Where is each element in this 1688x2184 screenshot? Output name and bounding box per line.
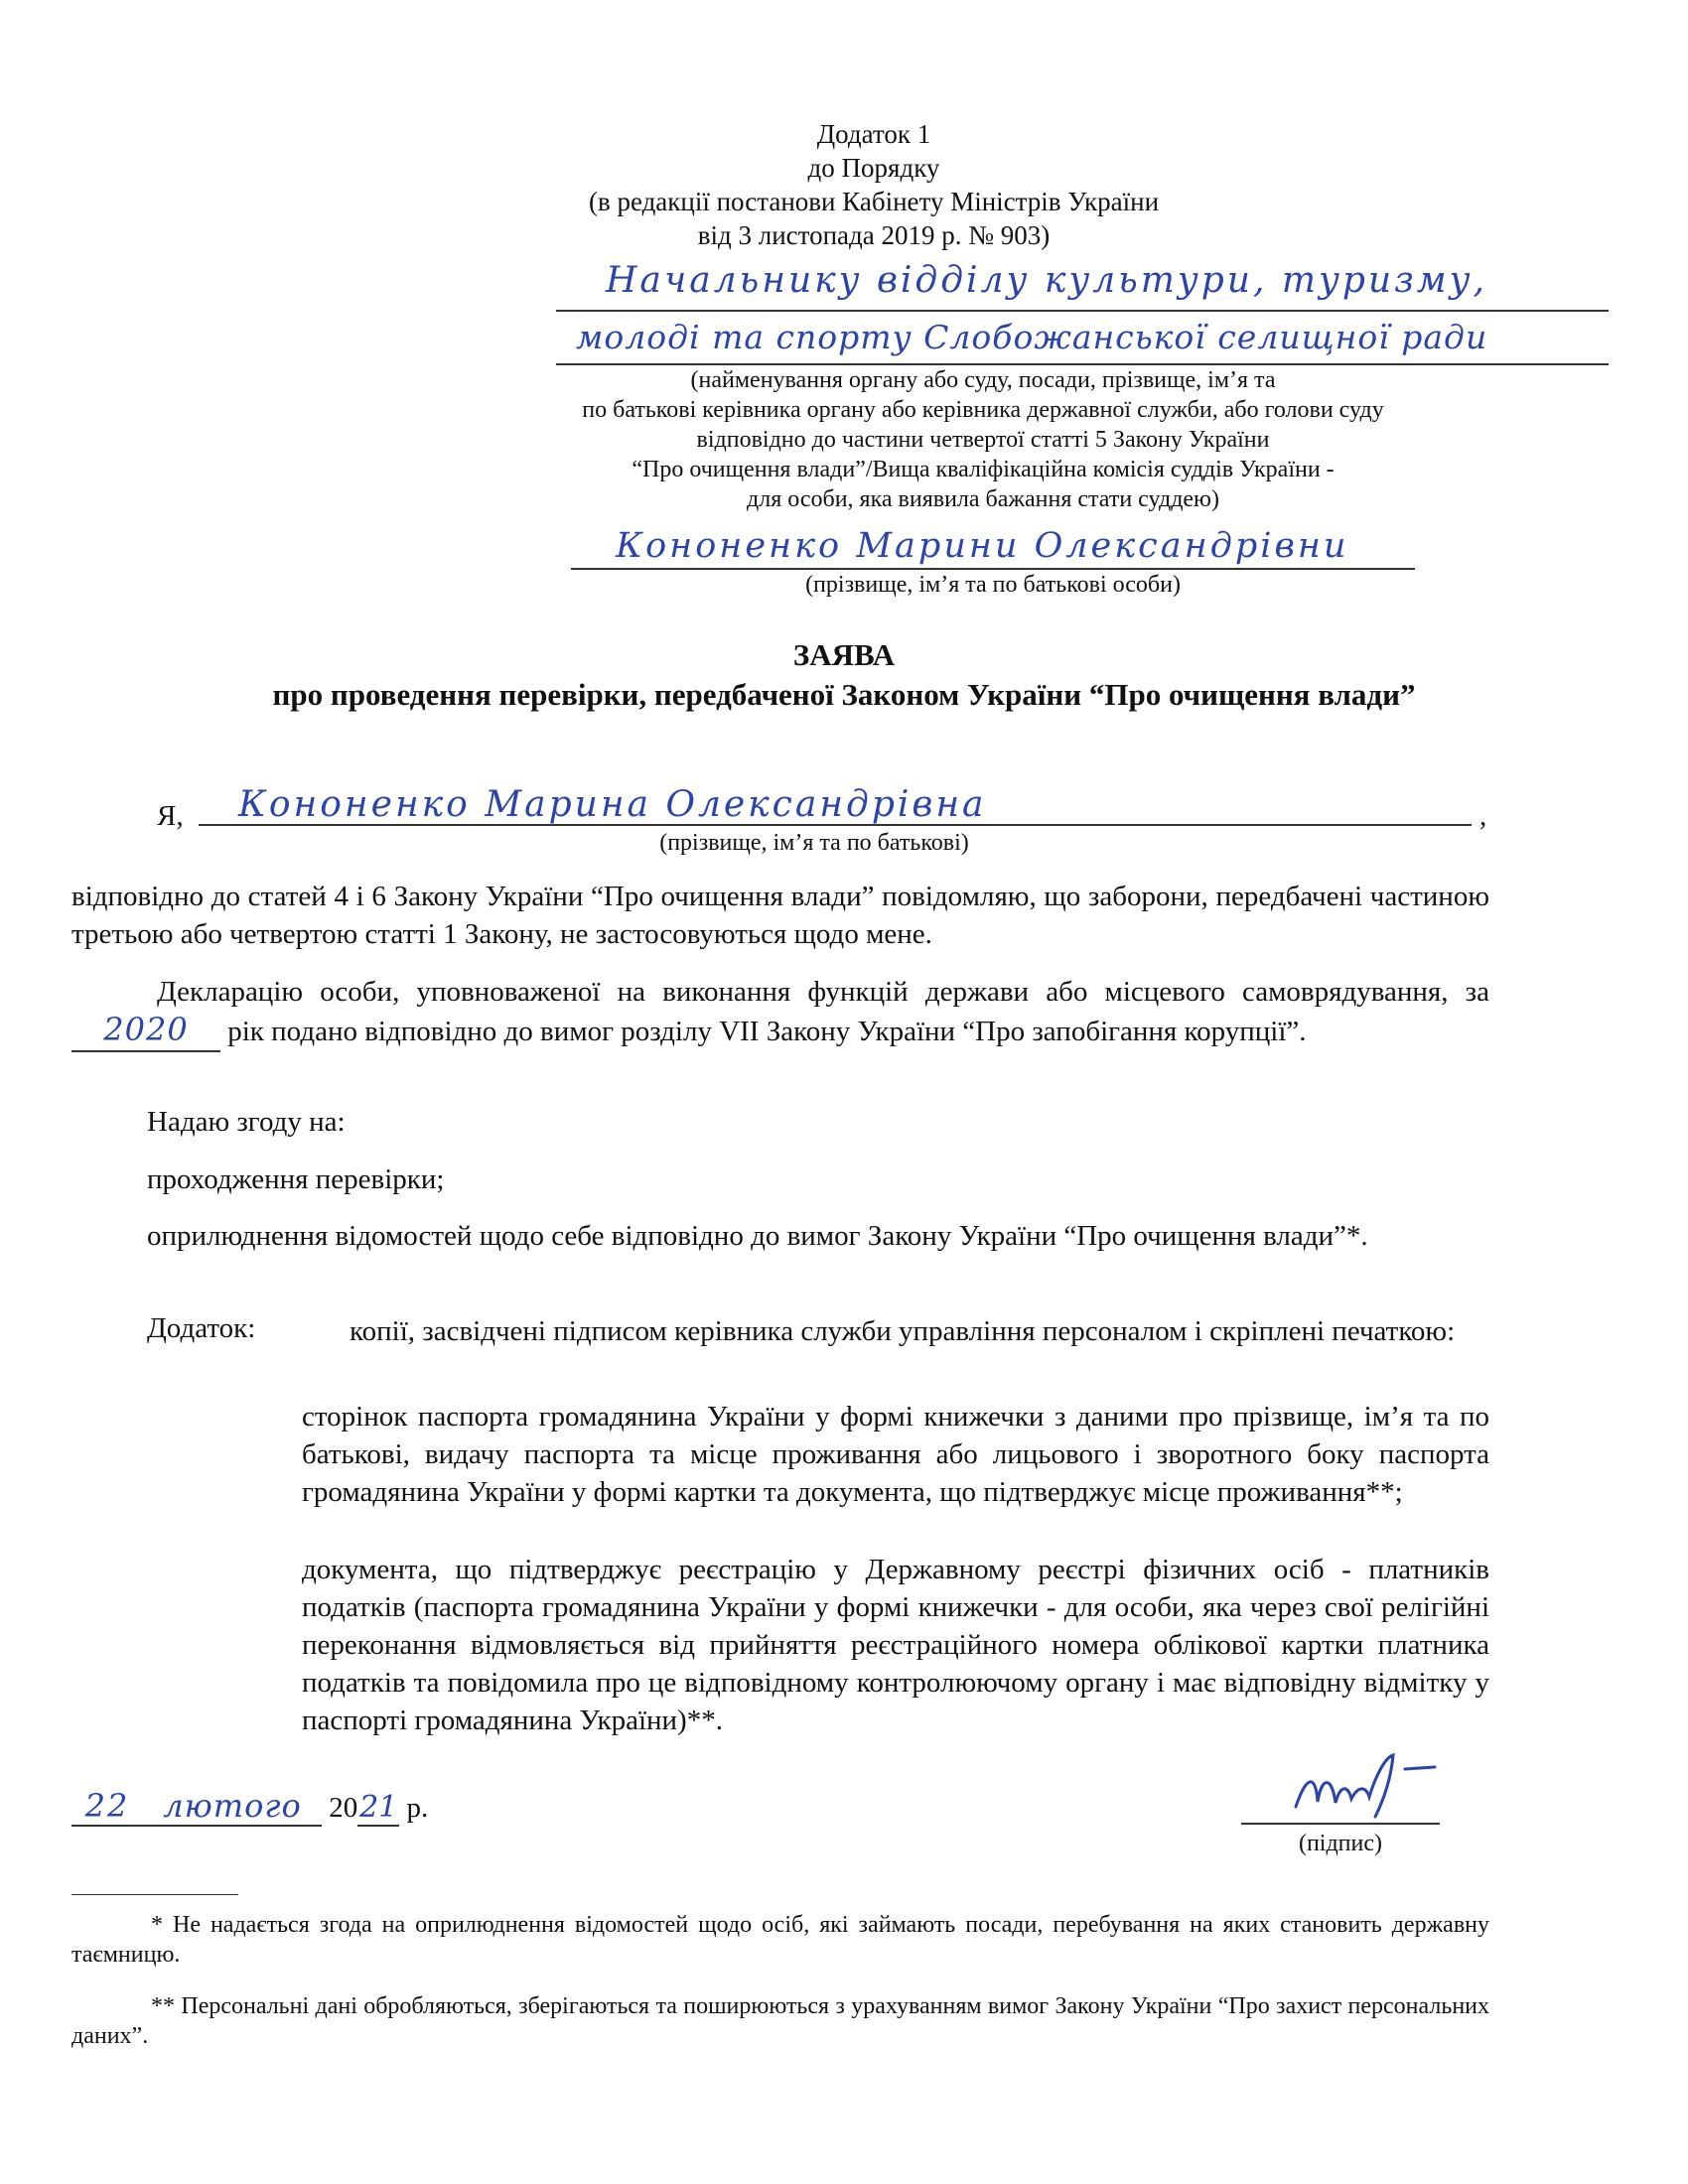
date-block bbox=[71, 1787, 428, 1827]
addressee-handwritten-line1: Начальнику відділу культури, туризму, bbox=[606, 260, 1487, 301]
declaration-year-handwritten: 2020 bbox=[103, 1011, 189, 1048]
consent-item-1: проходження перевірки; bbox=[147, 1163, 445, 1195]
date-year-handwritten: 21 bbox=[359, 1790, 398, 1825]
attachment-item-2: сторінок паспорта громадянина України у формі книжечки з даними про прізвище, ім’я та по батькові, видачу паспорта та місце проживання або лицьового і зворотного боку паспорта громадянина України у формі картки та документа, що підтверджує місце проживання**; bbox=[302, 1401, 1489, 1508]
para2-text-b: рік подано відповідно до вимог розділу VII Закону України “Про запобігання корупції”. bbox=[227, 1016, 1307, 1047]
date-day bbox=[71, 1787, 143, 1827]
addressee-caption-line: (найменування органу або суду, посади, прізвище, ім’я та bbox=[690, 367, 1276, 393]
statement-paragraph-2 bbox=[71, 973, 1489, 1052]
addressee-caption-line: по батькові керівника органу або керівника державної служби, або голови суду bbox=[582, 397, 1384, 423]
date-day-handwritten: 22 bbox=[84, 1787, 130, 1825]
statement-paragraph-1: відповідно до статей 4 і 6 Закону України “Про очищення влади” повідомляю, що заборони, передбачені частиною третьою або четвертою статті 1 Закону, не застосовуються щодо мене. bbox=[71, 881, 1489, 950]
signature-image bbox=[1236, 1747, 1455, 1827]
date-year-prefix: 20 bbox=[329, 1792, 358, 1824]
statement-caption: (прізвище, ім’я та по батькові) bbox=[659, 830, 969, 856]
signature-caption: (підпис) bbox=[1298, 1831, 1383, 1856]
date-month bbox=[143, 1787, 322, 1827]
appendix-number: Додаток 1 bbox=[816, 119, 931, 149]
resolution-date: від 3 листопада 2019 р. № 903) bbox=[697, 220, 1051, 250]
addressee-caption-line: “Про очищення влади”/Вища кваліфікаційна комісія суддів України - bbox=[632, 457, 1335, 482]
para2-text-a: Декларацію особи, уповноваженої на виконання функцій держави або місцевого самоврядування, за bbox=[157, 976, 1489, 1008]
applicant-handwritten-name: Кононенко Марини Олександрівни bbox=[616, 526, 1349, 566]
consent-item-2: оприлюднення відомостей щодо себе відповідно до вимог Закону України “Про очищення влади”*. bbox=[147, 1220, 1368, 1252]
addressee-line1-rule bbox=[556, 310, 1609, 312]
statement-handwritten-name: Кононенко Марина Олександрівна bbox=[238, 784, 987, 825]
header-block bbox=[556, 117, 1192, 252]
addressee-caption bbox=[477, 365, 1489, 514]
statement-suffix: , bbox=[1479, 800, 1487, 832]
applicant-caption: (прізвище, ім’я та по батькові особи) bbox=[805, 572, 1181, 598]
consent-intro: Надаю згоду на: bbox=[147, 1106, 346, 1138]
footnote-2: ** Персональні дані обробляються, зберігаються та поширюються з урахуванням вимог Закону України “Про захист персональних даних”. bbox=[71, 1993, 1489, 2049]
document-title bbox=[60, 635, 1628, 715]
attachment-item-3: документа, що підтверджує реєстрацію у Державному реєстрі фізичних осіб - платників податків (паспорта громадянина України у формі книжечки - для особи, яка через свої релігійні переконання відмовляється від прийняття реєстраційного номера облікової картки платника податків та повідомила про це відповідному контролюючому органу і має відповідну відмітку у паспорті громадянина України)**. bbox=[302, 1554, 1489, 1736]
attachment-label: Додаток: bbox=[147, 1312, 256, 1344]
addressee-caption-line: відповідно до частини четвертої статті 5 Закону України bbox=[696, 427, 1270, 453]
appendix-ref: до Порядку bbox=[807, 153, 940, 183]
addressee-handwritten-line2: молоді та спорту Слобожанської селищної ради bbox=[576, 318, 1488, 356]
date-year-end: р. bbox=[406, 1792, 429, 1824]
resolution-ref: (в редакції постанови Кабінету Міністрів України bbox=[588, 187, 1160, 216]
addressee-caption-line: для особи, яка виявила бажання стати суддею) bbox=[747, 486, 1219, 512]
footnote-1: * Не надається згода на оприлюднення відомостей щодо осіб, які займають посади, перебування на яких становить державну таємницю. bbox=[71, 1912, 1489, 1968]
title-subtitle: про проведення перевірки, передбаченої Законом України “Про очищення влади” bbox=[272, 677, 1416, 712]
attachment-item-1: копії, засвідчені підписом керівника служби управління персоналом і скріплені печаткою: bbox=[350, 1315, 1456, 1347]
declaration-year bbox=[71, 1011, 220, 1052]
statement-prefix: Я, bbox=[157, 800, 184, 832]
date-month-handwritten: лютого bbox=[163, 1787, 302, 1825]
title-main: ЗАЯВА bbox=[792, 637, 896, 672]
date-year-suffix bbox=[357, 1790, 399, 1827]
signature-rule bbox=[1241, 1823, 1440, 1825]
statement-name-rule bbox=[199, 824, 1472, 826]
footnote-separator bbox=[71, 1894, 238, 1895]
